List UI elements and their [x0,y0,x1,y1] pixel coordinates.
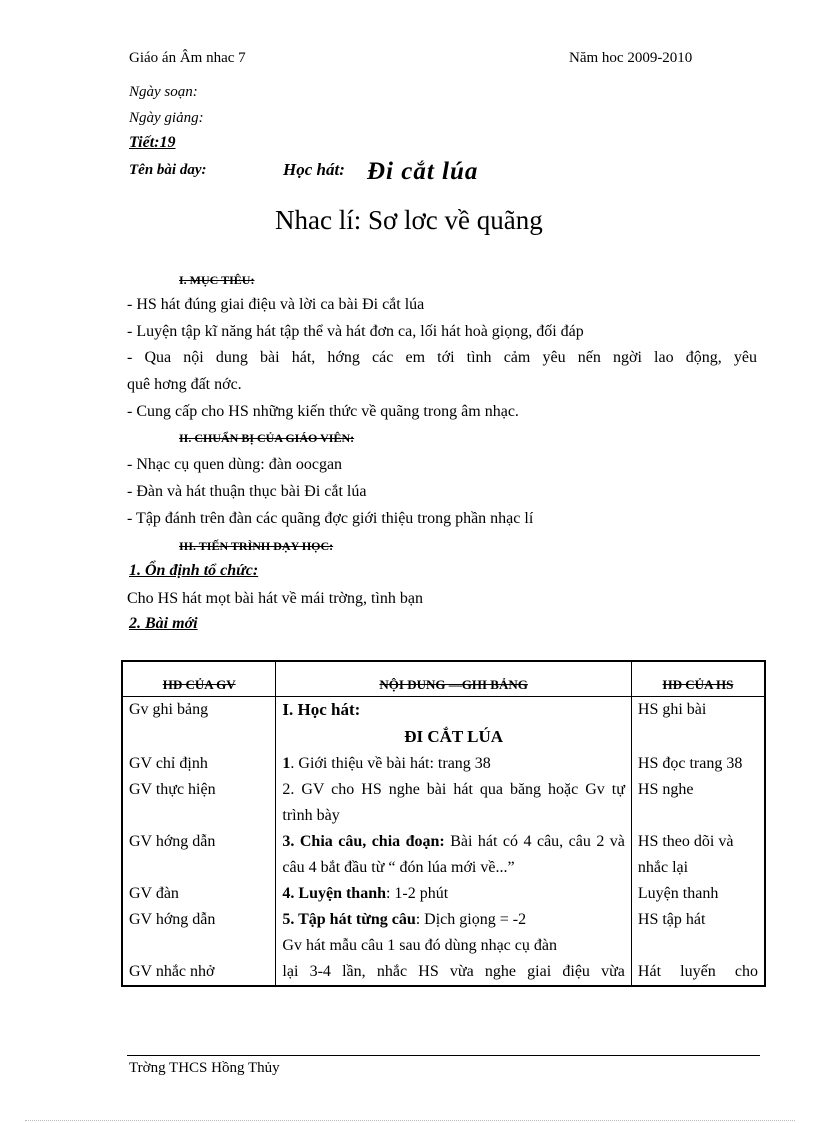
teacher-activity [122,933,276,959]
column-header-content: NỘI DUNG —GHI BẢNG [276,661,632,697]
footer-divider [127,1055,760,1056]
content-bold: 4. Luyện thanh [282,885,386,902]
section-preparation-title: II. CHUẨN BỊ CỦA GIÁO VIÊN: [179,431,355,445]
table-row [122,907,765,933]
subsection-stabilize-text: Cho HS hát mọt bài hát về mái trờng, tình bạn [127,590,423,607]
preparation-line: - Đàn và hát thuận thục bài Đi cắt lúa [127,483,367,500]
student-activity: Hát luyến cho [631,959,765,986]
content-cell [276,933,632,959]
student-activity: HS tập hát [631,907,765,933]
table-row [122,697,765,725]
header-course: Giáo án Âm nhac 7 [129,50,246,66]
teacher-activity: GV nhắc nhở [122,959,276,986]
student-activity: HS nghe [631,777,765,829]
section-process-title: III. TIẾN TRÌNH DẠY HỌC: [179,539,334,553]
content-cell [276,907,632,933]
learn-song-label: Học hát: [283,160,345,179]
table-row [122,881,765,907]
subsection-stabilize-title: 1. Ổn định tổ chức: [129,562,259,579]
content-cell [276,959,632,986]
song-heading: ĐI CẮT LÚA [404,727,504,746]
content-cell [276,881,632,907]
objective-line: - Qua nội dung bài hát, hớng các em tới tình cảm yêu nến ngời lao động, yêu [127,349,757,366]
objective-line: - HS hát đúng giai điệu và lời ca bài Đi cắt lúa [127,296,425,313]
lesson-table [121,660,766,987]
student-activity: HS ghi bài [631,697,765,725]
objective-line: quê hơng đất nớc. [127,376,242,393]
student-activity: Luyện thanh [631,881,765,907]
lesson-name-label: Tên bài day: [129,162,207,178]
content-text: : Dịch giọng = -2 [415,911,527,928]
page-bottom-divider [25,1120,795,1121]
objective-line: - Cung cấp cho HS những kiến thức về quãng trong âm nhạc. [127,403,519,420]
table-row [122,829,765,881]
page-title: Nhac lí: Sơ lơc về quãng [275,205,543,235]
teacher-activity: GV hớng dẫn [122,829,276,881]
footer-school: Trờng THCS Hồng Thủy [129,1060,280,1076]
column-header-teacher: HĐ CỦA GV [122,661,276,697]
content-cell [276,724,632,751]
objective-line: - Luyện tập kĩ năng hát tập thể và hát đơn ca, lối hát hoà giọng, đối đáp [127,323,584,340]
content-text: lại 3-4 lần, nhắc HS vừa nghe giai điệu vừa [282,963,625,980]
content-text: : 1-2 phút [385,885,449,902]
table-row [122,933,765,959]
content-cell [276,777,632,829]
table-row [122,751,765,777]
content-heading: I. Học hát: [282,700,361,719]
content-text: Gv hát mẫu câu 1 sau đó dùng nhạc cụ đàn [282,937,557,954]
preparation-line: - Tập đánh trên đàn các quãng đợc giới thiệu trong phần nhạc lí [127,510,534,527]
table-row [122,777,765,829]
teacher-activity [122,724,276,751]
column-header-student: HĐ CỦA HS [631,661,765,697]
content-cell [276,751,632,777]
lesson-number: Tiết:19 [129,134,176,151]
content-text: Bài hát có 4 câu, câu 2 và câu 4 bắt đầu từ “ đón lúa mới về...” [282,833,625,876]
preparation-line: - Nhạc cụ quen dùng: đàn oocgan [127,456,343,473]
teacher-activity: GV hớng dẫn [122,907,276,933]
content-text: . Giới thiệu về bài hát: trang 38 [290,755,491,772]
content-cell [276,697,632,725]
content-text: 2. GV cho HS nghe bài hát qua băng hoặc Gv tự trình bày [282,781,625,824]
table-row [122,724,765,751]
student-activity [631,724,765,751]
student-activity: HS đọc trang 38 [631,751,765,777]
student-activity [631,933,765,959]
content-bold: 1 [282,755,291,772]
teach-date-label: Ngày giảng: [129,110,204,126]
subsection-new-lesson-title: 2. Bài mới [129,615,198,632]
content-bold: 3. Chia câu, chia đoạn: [282,833,445,850]
content-cell [276,829,632,881]
student-activity: HS theo dõi và nhắc lại [631,829,765,881]
header-school-year: Năm hoc 2009-2010 [569,50,693,66]
teacher-activity: GV chỉ định [122,751,276,777]
content-bold: 5. Tập hát từng câu [282,911,416,928]
table-header-row [122,661,765,697]
prep-date-label: Ngày soạn: [129,84,198,100]
teacher-activity: GV đàn [122,881,276,907]
song-title: Đi cắt lúa [367,158,479,185]
section-objectives-title: I. MỤC TIÊU: [179,273,255,287]
teacher-activity: Gv ghi bảng [122,697,276,725]
teacher-activity: GV thực hiện [122,777,276,829]
table-row [122,959,765,986]
